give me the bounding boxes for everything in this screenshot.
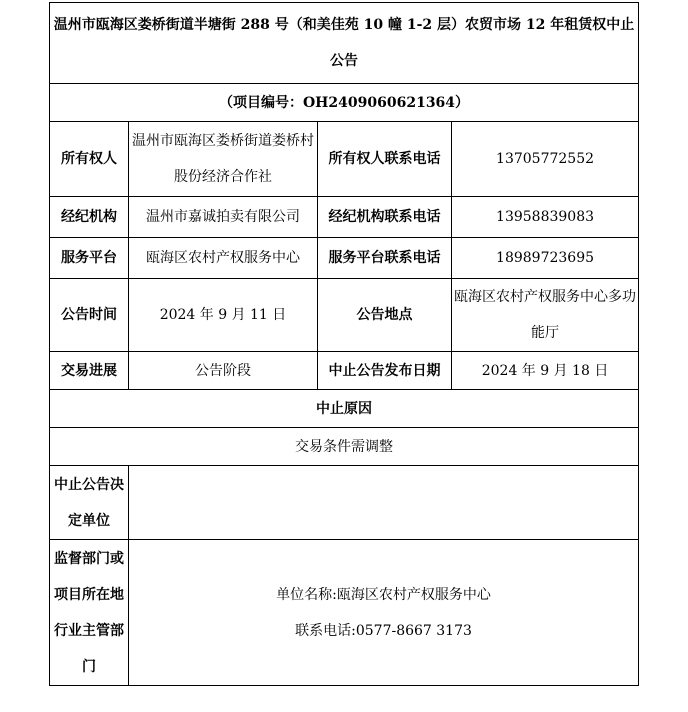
suspend-reason-value: 交易条件需调整 bbox=[50, 428, 639, 466]
announcement-place-value: 瓯海区农村产权服务中心多功能厅 bbox=[452, 279, 639, 352]
progress-label: 交易进展 bbox=[50, 352, 129, 390]
decision-unit-value bbox=[129, 466, 639, 540]
supervisor-phone: 联系电话:0577-8667 3173 bbox=[295, 622, 472, 639]
owner-phone-label: 所有权人联系电话 bbox=[318, 122, 452, 197]
supervisor-label: 监督部门或项目所在地行业主管部门 bbox=[50, 540, 129, 686]
supervisor-unit: 单位名称:瓯海区农村产权服务中心 bbox=[276, 586, 491, 603]
decision-unit-label: 中止公告决定单位 bbox=[50, 466, 129, 540]
agency-phone-label: 经纪机构联系电话 bbox=[318, 197, 452, 238]
announcement-time-value: 2024 年 9 月 11 日 bbox=[129, 279, 318, 352]
platform-phone-label: 服务平台联系电话 bbox=[318, 238, 452, 279]
owner-phone-value: 13705772552 bbox=[452, 122, 639, 197]
platform-value: 瓯海区农村产权服务中心 bbox=[129, 238, 318, 279]
suspend-reason-header: 中止原因 bbox=[50, 390, 639, 428]
document-title: 温州市瓯海区娄桥街道半塘街 288 号（和美佳苑 10 幢 1-2 层）农贸市场 12 年租赁权中止公告 bbox=[50, 3, 639, 84]
announcement-document bbox=[49, 2, 638, 686]
progress-value: 公告阶段 bbox=[129, 352, 318, 390]
supervisor-info bbox=[129, 540, 639, 686]
agency-phone-value: 13958839083 bbox=[452, 197, 639, 238]
announcement-place-label: 公告地点 bbox=[318, 279, 452, 352]
project-number: （项目编号：OH2409060621364） bbox=[50, 84, 639, 122]
owner-value: 温州市瓯海区娄桥街道娄桥村股份经济合作社 bbox=[129, 122, 318, 197]
suspend-date-label: 中止公告发布日期 bbox=[318, 352, 452, 390]
announcement-table bbox=[49, 2, 639, 686]
owner-label: 所有权人 bbox=[50, 122, 129, 197]
agency-value: 温州市嘉诚拍卖有限公司 bbox=[129, 197, 318, 238]
agency-label: 经纪机构 bbox=[50, 197, 129, 238]
suspend-date-value: 2024 年 9 月 18 日 bbox=[452, 352, 639, 390]
platform-phone-value: 18989723695 bbox=[452, 238, 639, 279]
platform-label: 服务平台 bbox=[50, 238, 129, 279]
announcement-time-label: 公告时间 bbox=[50, 279, 129, 352]
